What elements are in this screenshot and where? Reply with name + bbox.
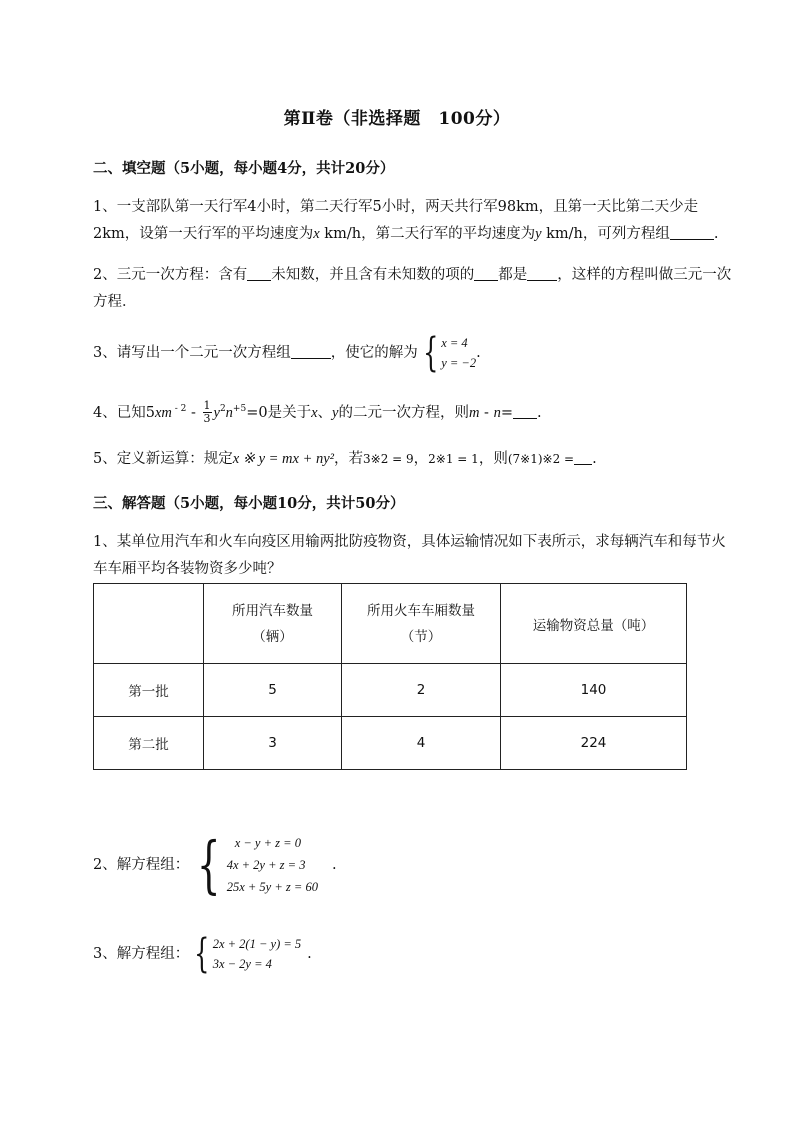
table-cell: 140 [501, 664, 687, 717]
question-2-3: 3、请写出一个二元一次方程组 ，使它的解为 { x = 4 y = −2 . [93, 330, 481, 376]
question-3-1: 1、某单位用汽车和火车向疫区用输两批防疫物资，具体运输情况如下表所示，求每辆汽车和每节火 车车厢平均各装物资多少吨？ [93, 534, 726, 577]
table-cell: 5 [204, 664, 342, 717]
answer-blank[interactable] [513, 404, 537, 419]
table-header-cell: 所用火车车厢数量 （节） [342, 584, 501, 664]
question-2-4: 4、已知5xm $^{- 2}$ - $\frac{1}{3}$ $y^2n^{+5}=0$是关于x、y的二元一次方程，则m - n= . [93, 399, 542, 426]
answer-blank[interactable] [291, 344, 331, 359]
section-heading-fill-blank: 二、填空题（5小题，每小题4分，共计20分） [93, 160, 395, 177]
left-brace-icon: { [194, 931, 210, 977]
question-2-1-line1: 1、一支部队第一天行军4小时，第二天行军5小时，两天共行军98km，且第一天比第二天少走 [93, 199, 699, 215]
page-title: 第Ⅱ卷（非选择题 100分） [283, 109, 511, 129]
table-cell: 2 [342, 664, 501, 717]
answer-blank[interactable] [574, 450, 592, 465]
left-brace-icon: { [422, 330, 439, 376]
table-cell: 第二批 [94, 717, 204, 770]
table-row [94, 664, 687, 717]
answer-blank[interactable] [670, 225, 714, 240]
shipment-table [93, 583, 687, 770]
table-cell: 4 [342, 717, 501, 770]
answer-blank[interactable] [474, 266, 498, 281]
table-header-row [94, 584, 687, 664]
question-2-2: 2、三元一次方程：含有 未知数，并且含有未知数的项的 都是 ，这样的方程叫做三元一次 方程． [93, 267, 732, 310]
table-cell: 224 [501, 717, 687, 770]
section-heading-solve: 三、解答题（5小题，每小题10分，共计50分） [93, 495, 405, 512]
left-brace-icon: { [197, 828, 221, 901]
table-header-cell [94, 584, 204, 664]
fraction-one-third: $\frac{1}{3}$ [203, 399, 211, 426]
question-2-1-line2: 2km，设第一天行军的平均速度为x km/h，第二天行军的平均速度为y km/h，可列方程组 . [93, 226, 719, 242]
table-cell: 3 [204, 717, 342, 770]
question-2-5: 5、定义新运算：规定x ※ y = mx + ny²，若3※2 = 9，2※1 = 1，则(7※1)※2 = . [93, 451, 597, 467]
solution-system: { x = 4 y = −2 [422, 330, 477, 376]
table-row [94, 717, 687, 770]
question-3-3: 3、解方程组： { 2x + 2(1 − y) = 5 3x − 2y = 4 . [93, 931, 312, 977]
table-header-cell: 运输物资总量（吨） [501, 584, 687, 664]
table-header-cell: 所用汽车数量 （辆） [204, 584, 342, 664]
question-3-2: 2、解方程组： { x − y + z = 0 4x + 2y + z = 3 25x + 5y + z = 60 . [93, 828, 337, 901]
answer-blank[interactable] [247, 266, 271, 281]
table-cell: 第一批 [94, 664, 204, 717]
question-2-1 [93, 194, 743, 248]
answer-blank[interactable] [527, 266, 557, 281]
